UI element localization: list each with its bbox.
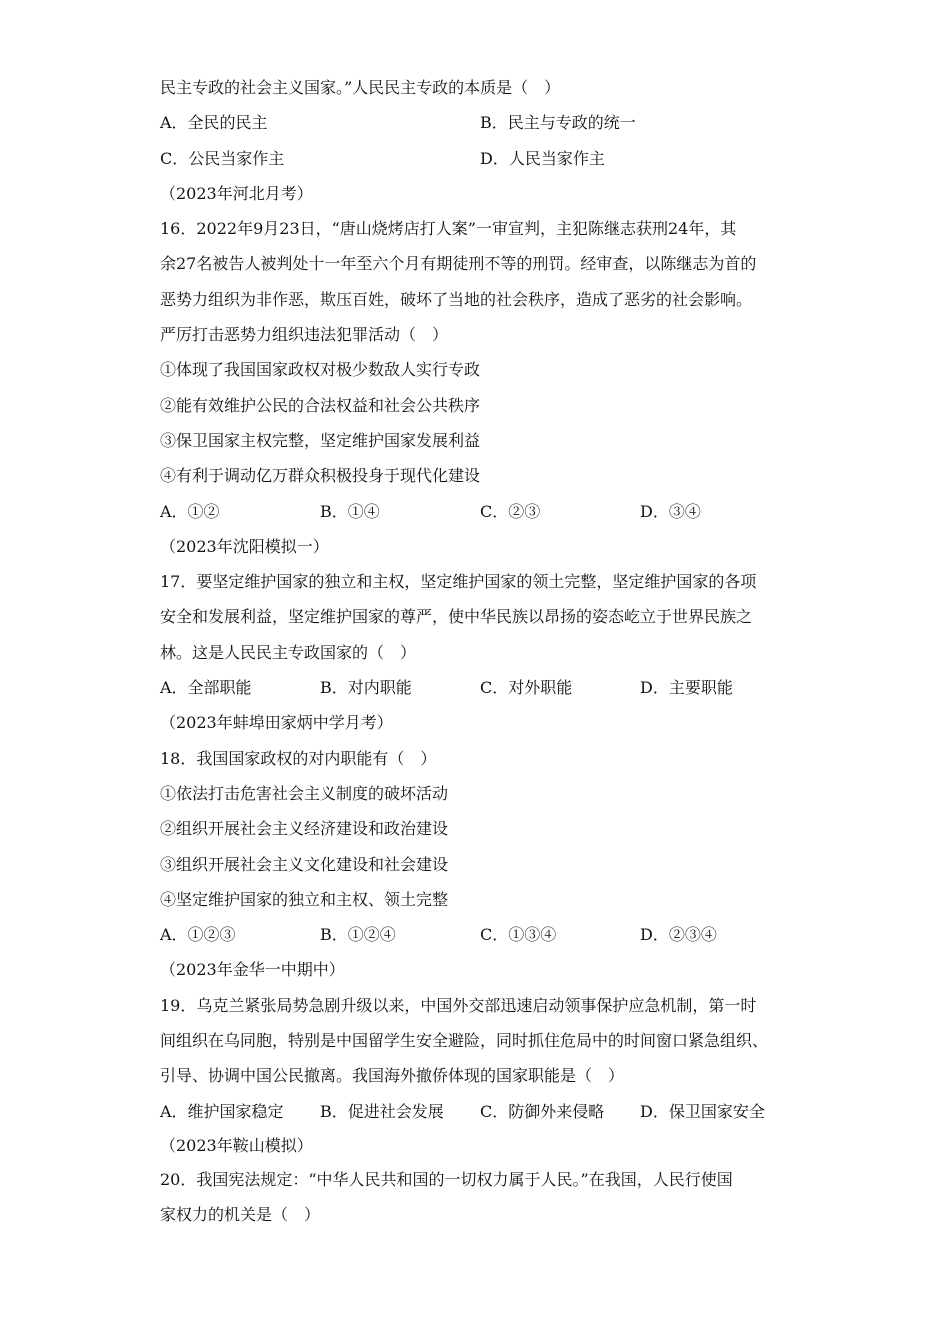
statement-item: ②组织开展社会主义经济建设和政治建设 [160,819,449,839]
question-17-stem-line: 林。这是人民民主专政国家的（ ） [160,642,417,662]
question-17-stem-line: 安全和发展利益，坚定维护国家的尊严，使中华民族以昂扬的姿态屹立于世界民族之 [160,607,753,627]
option-a[interactable]: A．全民的民主 [160,113,268,133]
option-a[interactable]: A．全部职能 [160,678,252,698]
option-c[interactable]: C．公民当家作主 [160,148,285,168]
question-18-options [160,917,800,952]
question-19-stem-line: 19．乌克兰紧张局势急剧升级以来，中国外交部迅速启动领事保护应急机制，第一时 [160,995,757,1015]
question-source: （2023年金华一中期中） [160,960,345,980]
option-b[interactable]: B．①②④ [320,925,396,945]
option-c[interactable]: C．②③ [480,501,541,521]
question-15-stem: 民主专政的社会主义国家。”人民民主专政的本质是（ ） [160,78,561,97]
question-16-stem-line: 严厉打击恶势力组织违法犯罪活动（ ） [160,325,449,345]
option-b[interactable]: B．对内职能 [320,678,412,698]
option-d[interactable]: D．②③④ [640,925,717,945]
question-source: （2023年沈阳模拟一） [160,536,329,556]
question-15-options-row-1 [160,105,800,140]
question-19-options [160,1094,800,1129]
option-c[interactable]: C．对外职能 [480,678,573,698]
question-20-stem-line: 家权力的机关是（ ） [160,1205,321,1225]
exam-page [160,70,800,1233]
question-source: （2023年鞍山模拟） [160,1135,313,1155]
statement-item: ②能有效维护公民的合法权益和社会公共秩序 [160,395,481,415]
statement-item: ①体现了我国国家政权对极少数敌人实行专政 [160,360,481,380]
question-15-options-row-2 [160,141,800,176]
statement-item: ①依法打击危害社会主义制度的破坏活动 [160,783,449,803]
question-17-options [160,670,800,705]
statement-item: ④坚定维护国家的独立和主权、领土完整 [160,889,449,909]
question-source: （2023年蚌埠田家炳中学月考） [160,713,393,733]
option-b[interactable]: B．促进社会发展 [320,1101,444,1121]
option-a[interactable]: A．①②③ [160,925,236,945]
question-16-stem-line: 恶势力组织为非作恶，欺压百姓，破坏了当地的社会秩序，造成了恶劣的社会影响。 [160,289,753,309]
option-d[interactable]: D．主要职能 [640,678,733,698]
question-19-stem-line: 间组织在乌同胞，特别是中国留学生安全避险，同时抓住危局中的时间窗口紧急组织、 [160,1031,769,1051]
option-a[interactable]: A．维护国家稳定 [160,1101,284,1121]
question-16-stem-line: 16．2022年9月23日，“唐山烧烤店打人案”一审宣判，主犯陈继志获刑24年，其 [160,219,737,239]
statement-item: ③组织开展社会主义文化建设和社会建设 [160,854,449,874]
question-17-stem-line: 17．要坚定维护国家的独立和主权，坚定维护国家的领土完整，坚定维护国家的各项 [160,572,757,592]
option-d[interactable]: D．保卫国家安全 [640,1101,765,1121]
option-d[interactable]: D．人民当家作主 [480,148,605,168]
option-c[interactable]: C．①③④ [480,925,557,945]
question-16-options [160,494,800,529]
option-b[interactable]: B．①④ [320,501,380,521]
question-19-stem-line: 引导、协调中国公民撤离。我国海外撤侨体现的国家职能是（ ） [160,1066,625,1086]
question-source: （2023年河北月考） [160,183,313,203]
option-c[interactable]: C．防御外来侵略 [480,1101,605,1121]
question-16-stem-line: 余27名被告人被判处十一年至六个月有期徒刑不等的刑罚。经审查，以陈继志为首的 [160,254,757,274]
option-b[interactable]: B．民主与专政的统一 [480,113,636,133]
statement-item: ④有利于调动亿万群众积极投身于现代化建设 [160,466,481,486]
question-20-stem-line: 20．我国宪法规定：“中华人民共和国的一切权力属于人民。”在我国，人民行使国 [160,1169,733,1189]
question-18-stem-line: 18．我国国家政权的对内职能有（ ） [160,748,437,768]
option-d[interactable]: D．③④ [640,501,701,521]
option-a[interactable]: A．①② [160,501,220,521]
statement-item: ③保卫国家主权完整，坚定维护国家发展利益 [160,430,481,450]
